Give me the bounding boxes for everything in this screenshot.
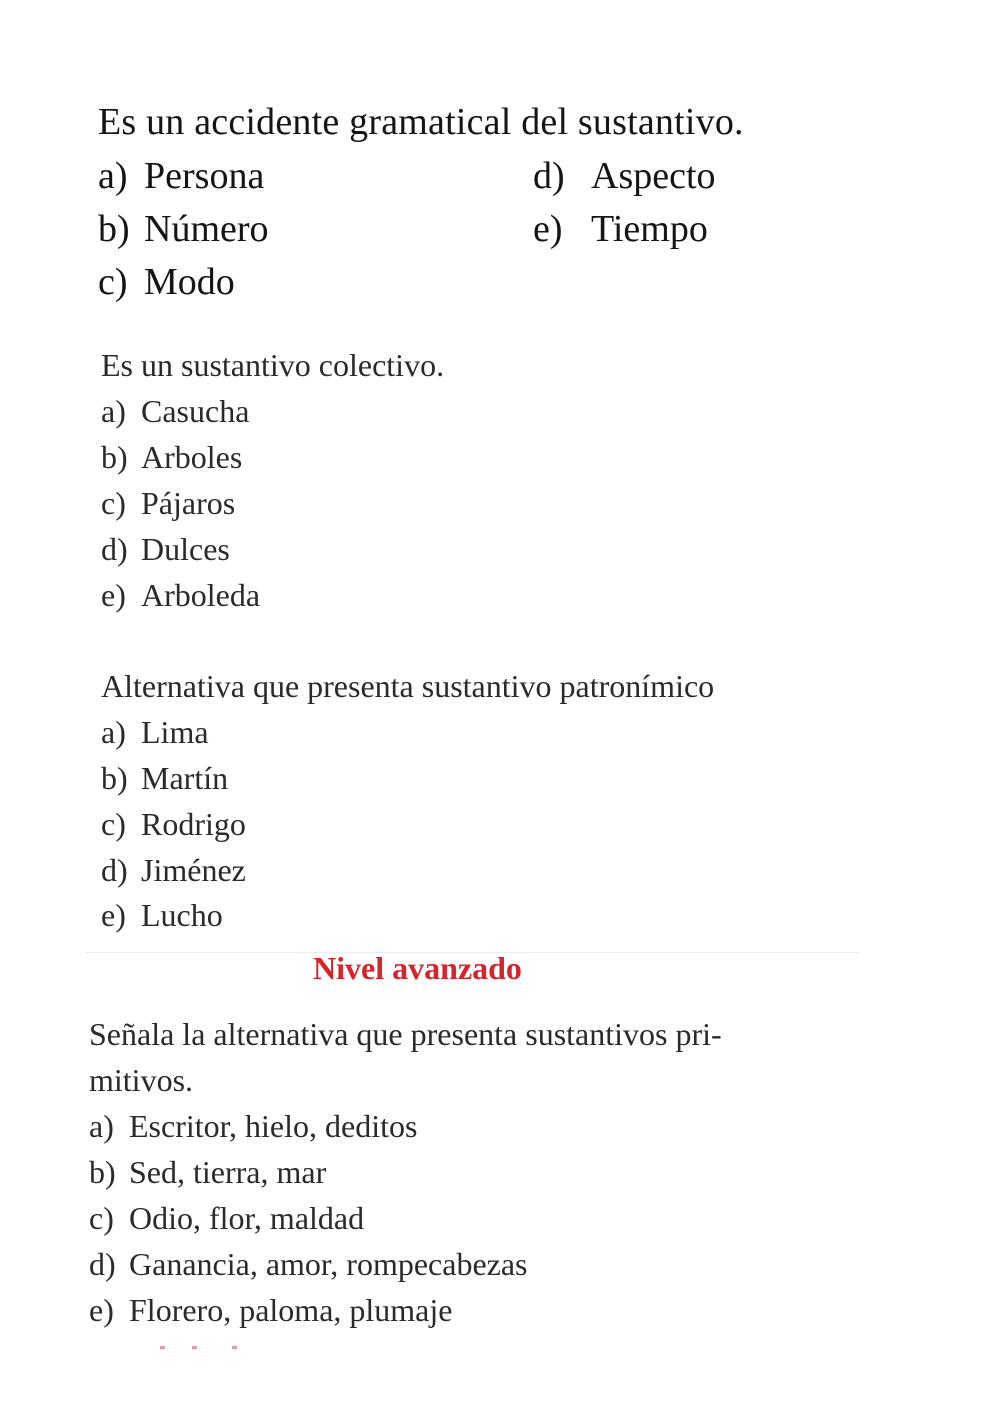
option-label: e) [533,208,563,250]
option-text: Arboleda [141,577,261,613]
question-4-option-d[interactable] [89,1246,528,1283]
option-text: Número [144,208,269,250]
option-text: Jiménez [141,852,246,888]
question-4-option-a[interactable] [89,1108,417,1145]
option-text: Persona [144,155,265,197]
question-3-option-d[interactable] [101,852,246,889]
option-label: a) [101,714,126,750]
option-label: d) [89,1246,116,1282]
question-3-option-c[interactable] [101,806,246,843]
question-1-option-d[interactable] [533,154,716,198]
option-text: Florero, paloma, plumaje [129,1292,453,1328]
question-2-option-e[interactable] [101,577,260,614]
option-label: c) [98,261,128,303]
option-text: Tiempo [591,208,708,250]
question-2-option-d[interactable] [101,531,230,568]
option-label: d) [533,155,565,197]
question-4-option-e[interactable] [89,1292,452,1329]
option-text: Sed, tierra, mar [129,1154,327,1190]
option-label: d) [101,852,128,888]
question-2-option-b[interactable] [101,439,242,476]
question-1-stem: Es un accidente gramatical del sustantivo. [98,101,744,143]
option-label: c) [101,806,126,842]
option-label: e) [101,897,126,933]
option-text: Aspecto [591,155,716,197]
question-3-option-a[interactable] [101,714,209,751]
option-text: Martín [141,760,229,796]
question-1-option-c[interactable] [98,260,235,304]
option-text: Pájaros [141,485,236,521]
question-4-stem-line-1: Señala la alternativa que presenta sustantivos pri- [89,1016,722,1052]
option-text: Escritor, hielo, deditos [129,1108,418,1144]
option-label: d) [101,531,128,567]
question-2-option-a[interactable] [101,393,249,430]
option-label: a) [101,393,126,429]
question-3-option-e[interactable] [101,897,223,934]
option-text: Lucho [141,897,223,933]
option-text: Modo [144,261,235,303]
option-text: Casucha [141,393,250,429]
option-label: c) [89,1200,114,1236]
question-4-option-b[interactable] [89,1154,326,1191]
question-4-stem-line-2: mitivos. [89,1062,194,1098]
option-text: Dulces [141,531,230,567]
question-1-option-e[interactable] [533,207,708,251]
question-3-stem: Alternativa que presenta sustantivo patronímico [101,668,715,704]
option-label: b) [101,439,128,475]
cropped-text-remnant [160,1346,238,1350]
option-label: a) [98,155,128,197]
option-text: Rodrigo [141,806,246,842]
option-label: c) [101,485,126,521]
option-text: Ganancia, amor, rompecabezas [129,1246,528,1282]
option-label: b) [98,208,130,250]
option-label: b) [89,1154,116,1190]
option-label: e) [101,577,126,613]
question-1-option-a[interactable] [98,154,264,198]
option-label: e) [89,1292,114,1328]
section-title: Nivel avanzado [313,950,522,986]
question-4-option-c[interactable] [89,1200,364,1237]
option-text: Lima [141,714,209,750]
question-1-option-b[interactable] [98,207,269,251]
option-label: a) [89,1108,114,1144]
question-3-option-b[interactable] [101,760,228,797]
question-2-stem: Es un sustantivo colectivo. [101,347,445,383]
option-text: Arboles [141,439,243,475]
option-label: b) [101,760,128,796]
question-2-option-c[interactable] [101,485,235,522]
option-text: Odio, flor, maldad [129,1200,365,1236]
